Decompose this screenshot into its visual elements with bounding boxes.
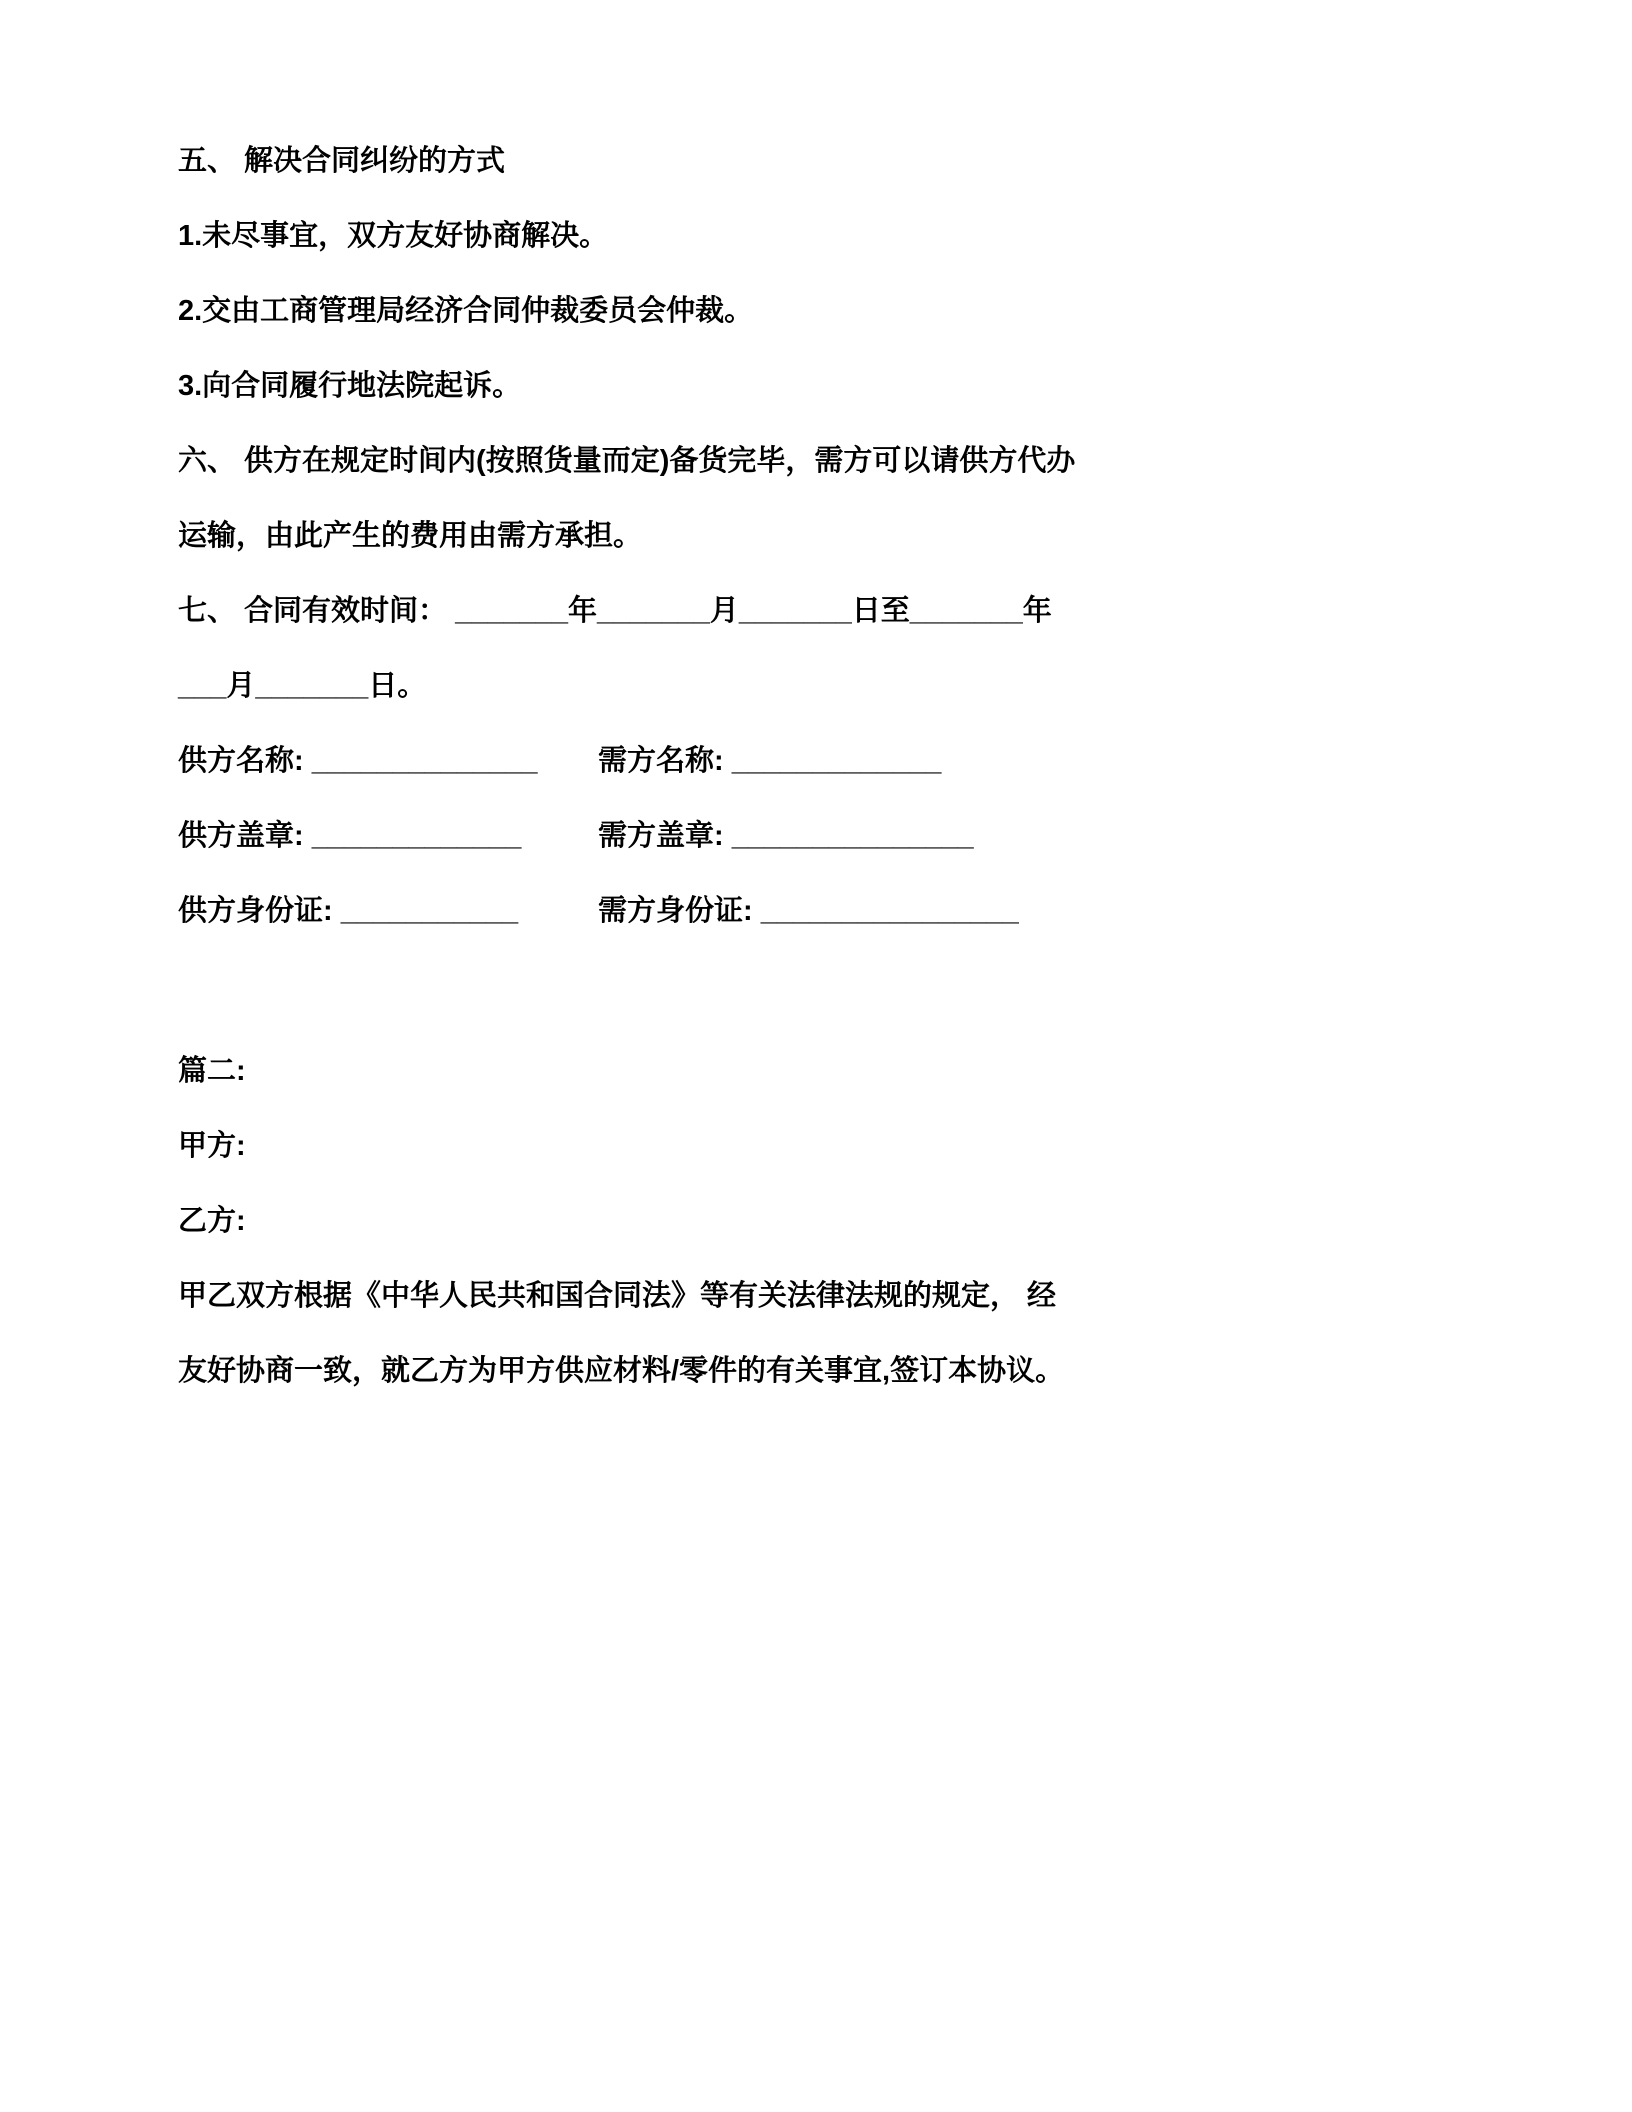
buyer-seal-field: 需方盖章: _______________ — [598, 820, 974, 852]
supplier-seal-field: 供方盖章: _____________ — [178, 820, 522, 852]
section-6-line-2: 运输，由此产生的费用由需方承担。 — [178, 520, 643, 552]
section-2-heading: 篇二: — [178, 1055, 246, 1087]
buyer-name-field: 需方名称: _____________ — [598, 745, 942, 777]
intro-line-2: 友好协商一致，就乙方为甲方供应材料/零件的有关事宜,签订本协议。 — [178, 1355, 1065, 1387]
signature-row-seals — [178, 799, 1512, 874]
party-b-label: 乙方: — [178, 1205, 246, 1237]
dispute-clause-1: 1.未尽事宜，双方友好协商解决。 — [178, 220, 609, 252]
supplier-name-field: 供方名称: ______________ — [178, 745, 538, 777]
section-7-validity-line-1: 七、 合同有效时间： _______年_______月_______日至_______年 — [178, 595, 1052, 627]
section-6-line-1: 六、 供方在规定时间内(按照货量而定)备货完毕，需方可以请供方代办 — [178, 445, 1076, 477]
signature-row-names — [178, 724, 1512, 799]
section-7-validity-line-2: ___月_______日。 — [178, 670, 427, 702]
dispute-clause-2: 2.交由工商管理局经济合同仲裁委员会仲裁。 — [178, 295, 754, 327]
party-a-label: 甲方: — [178, 1130, 246, 1162]
intro-line-1: 甲乙双方根据《中华人民共和国合同法》等有关法律法规的规定， 经 — [178, 1280, 1057, 1312]
supplier-id-field: 供方身份证: ___________ — [178, 895, 519, 927]
buyer-id-field: 需方身份证: ________________ — [598, 895, 1019, 927]
section-5-heading: 五、 解决合同纠纷的方式 — [178, 145, 506, 177]
dispute-clause-3: 3.向合同履行地法院起诉。 — [178, 370, 522, 402]
signature-row-id-cards — [178, 874, 1512, 949]
section-break — [178, 949, 1512, 1034]
